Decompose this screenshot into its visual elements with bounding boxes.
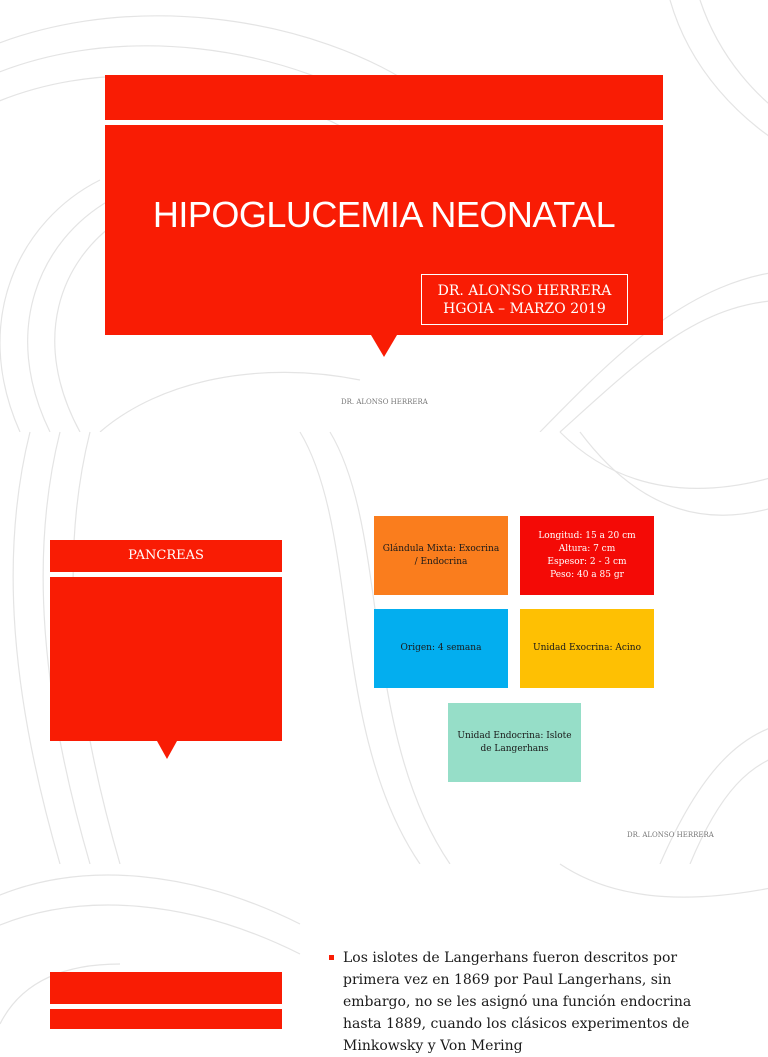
section-header [50,972,282,1004]
author-name: DR. ALONSO HERRERA [437,282,612,299]
box-text: Unidad Exocrina: Acino [533,643,641,653]
dimension-length: Longitud: 15 a 20 cm [538,530,636,541]
bullet-text: Los islotes de Langerhans fueron descritos por primera vez en 1869 por Paul Langerhans, sin embargo, no se les asignó una función endocrina hasta 1889, cuando los clásicos experimentos de Minkowsky y Von Mering [343,950,692,1054]
section-panel [50,577,282,741]
author-box [421,274,628,325]
dimension-height: Altura: 7 cm [558,543,616,554]
dimension-thickness: Espesor: 2 - 3 cm [547,556,627,567]
box-origin [374,609,508,688]
section-header: PANCREAS [50,540,282,572]
slide-footer: DR. ALONSO HERRERA [627,831,714,839]
langerhans-slide [0,864,768,1054]
bullet-marker [329,955,334,960]
box-mixed-gland [374,516,508,595]
institution-date: HGOIA – MARZO 2019 [443,300,606,317]
box-text: Glándula Mixta: Exocrina / Endocrina [382,543,500,567]
title-slide [0,0,768,432]
title-top-bar [105,75,663,120]
dimension-weight: Peso: 40 a 85 gr [550,569,624,580]
box-endocrine-unit [448,703,581,782]
callout-pointer [157,741,177,759]
box-dimensions [520,516,654,595]
pancreas-slide [0,432,768,864]
slide-footer: DR. ALONSO HERRERA [341,398,428,406]
section-panel [50,1009,282,1029]
box-text: Origen: 4 semana [400,643,482,653]
presentation-title: HIPOGLUCEMIA NEONATAL [152,194,616,235]
box-text: Unidad Endocrina: Islote de Langerhans [457,730,572,754]
box-exocrine-unit [520,609,654,688]
callout-pointer [371,335,397,357]
